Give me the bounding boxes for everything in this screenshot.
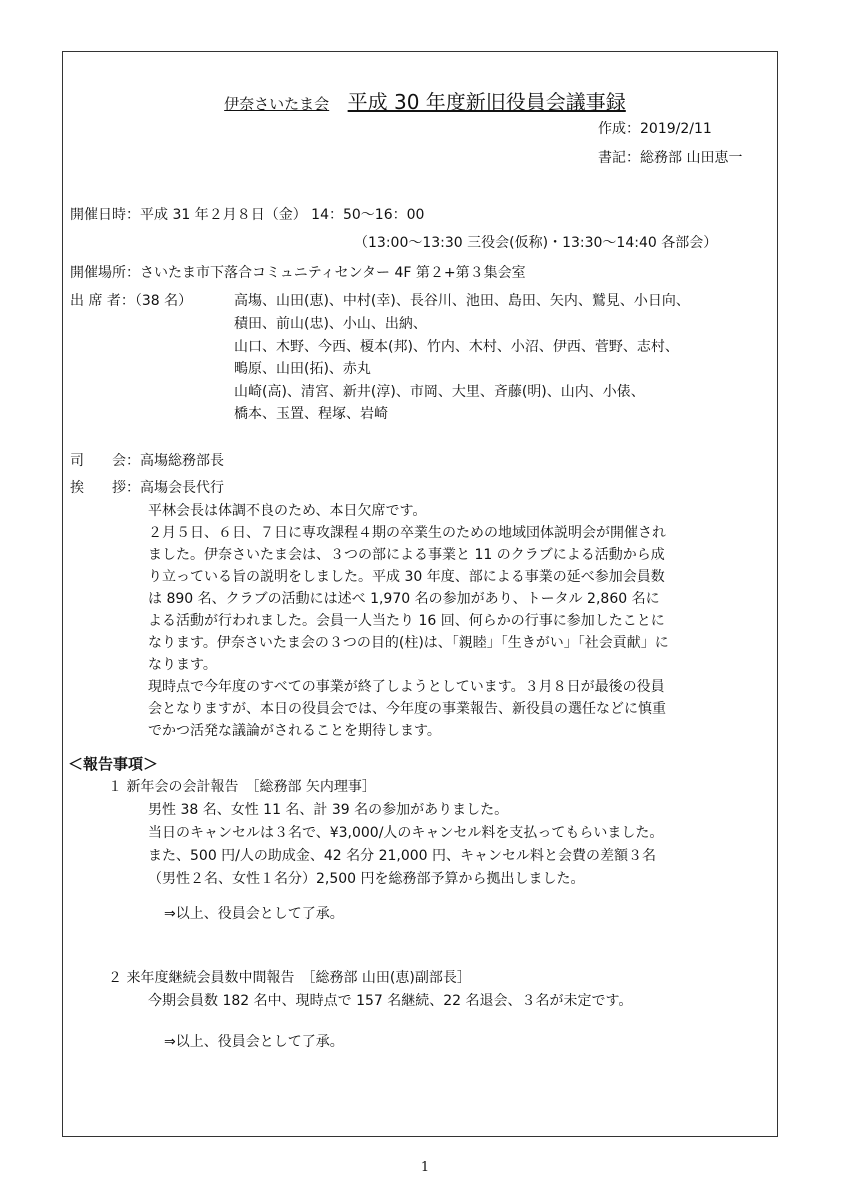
attendee-line: 橋本、玉置、程塚、岩崎 [234,406,388,422]
report-item-2-title: ２ 来年度継続会員数中間報告 ［総務部 山田(恵)副部長］ [108,970,471,986]
place-row [70,262,526,284]
place-value: さいたま市下落合コミュニティセンター 4F 第２+第３集会室 [140,265,526,281]
greeting-line: ました。伊奈さいたま会は、３つの部による事業と 11 のクラブによる活動から成 [148,547,665,563]
report-item-1-title: １ 新年会の会計報告 ［総務部 矢内理事］ [108,779,376,795]
report-item-1-line: 男性 38 名、女性 11 名、計 39 名の参加がありました。 [148,802,509,818]
report-item-1-line: また、500 円/人の助成金、42 名分 21,000 円、キャンセル料と会費の差額３名 [148,848,657,864]
report-item-2-conclusion: ⇒以上、役員会として了承。 [164,1034,344,1050]
greeting-row [70,477,224,499]
greeting-line: でかつ活発な議論がされることを期待します。 [148,723,441,739]
attendee-line: 山崎(高)、清宮、新井(淳)、市岡、大里、斉藤(明)、山内、小俵、 [234,384,645,400]
datetime-label: 開催日時： [70,207,140,223]
greeting-line: ２月５日、６日、７日に専攻課程４期の卒業生のための地域団体説明会が開催され [148,525,666,541]
page-number: 1 [420,1160,430,1175]
org-name: 伊奈さいたま会 [224,95,330,113]
created-date: 作成：2019/2/11 [598,121,712,137]
datetime-sub: （13:00～13:30 三役会(仮称)・13:30～14:40 各部会） [354,235,718,251]
document-title [0,86,850,115]
chair-value: 高塲総務部長 [140,453,224,469]
attendees-label: 出 席 者：（38 名） [70,293,193,309]
report-item-1-line: （男性２名、女性１名分）2,500 円を総務部予算から拠出しました。 [148,871,585,887]
greeting-line: 会となりますが、本日の役員会では、今年度の事業報告、新役員の選任などに慎重 [148,701,666,717]
report-item-1-line: 当日のキャンセルは３名で、¥3,000/人のキャンセル料を支払ってもらいました。 [148,825,664,841]
attendee-line: 鴫原、山田(拓)、赤丸 [234,361,371,377]
chair-label: 司 会： [70,453,140,469]
greeting-line: は 890 名、クラブの活動には述べ 1,970 名の参加があり、トータル 2,860 名に [148,591,660,607]
greeting-line: なります。伊奈さいたま会の３つの目的(柱)は、「親睦」「生きがい」「社会貢献」に [148,635,669,651]
report-item-1-conclusion: ⇒以上、役員会として了承。 [164,906,344,922]
greeting-line: 現時点で今年度のすべての事業が終了しようとしています。３月８日が最後の役員 [148,679,665,695]
greeting-value: 高塲会長代行 [140,480,224,496]
page-title: 平成 30 年度新旧役員会議事録 [347,90,626,114]
greeting-line: り立っている旨の説明をしました。平成 30 年度、部による事業の延べ参加会員数 [148,569,665,585]
attendee-line: 高塲、山田(恵)、中村(幸)、長谷川、池田、島田、矢内、鷲見、小日向、 [234,293,690,309]
secretary: 書記：総務部 山田恵一 [598,150,743,166]
greeting-line: よる活動が行われました。会員一人当たり 16 回、何らかの行事に参加したことに [148,613,665,629]
attendee-line: 山口、木野、今西、榎本(邦)、竹内、木村、小沼、伊西、菅野、志村、 [234,339,679,355]
chair-row [70,450,224,472]
datetime-row [70,204,424,226]
greeting-label: 挨 拶： [70,480,140,496]
report-item-2-line: 今期会員数 182 名中、現時点で 157 名継続、22 名退会、３名が未定です。 [148,993,633,1009]
attendee-line: 積田、前山(忠)、小山、出納、 [234,316,427,332]
place-label: 開催場所： [70,265,140,281]
report-heading: ＜報告事項＞ [68,755,159,773]
greeting-line: 平林会長は体調不良のため、本日欠席です。 [148,503,427,519]
greeting-line: なります。 [148,657,217,673]
datetime-value: 平成 31 年２月８日（金） 14：50～16：00 [140,207,425,223]
